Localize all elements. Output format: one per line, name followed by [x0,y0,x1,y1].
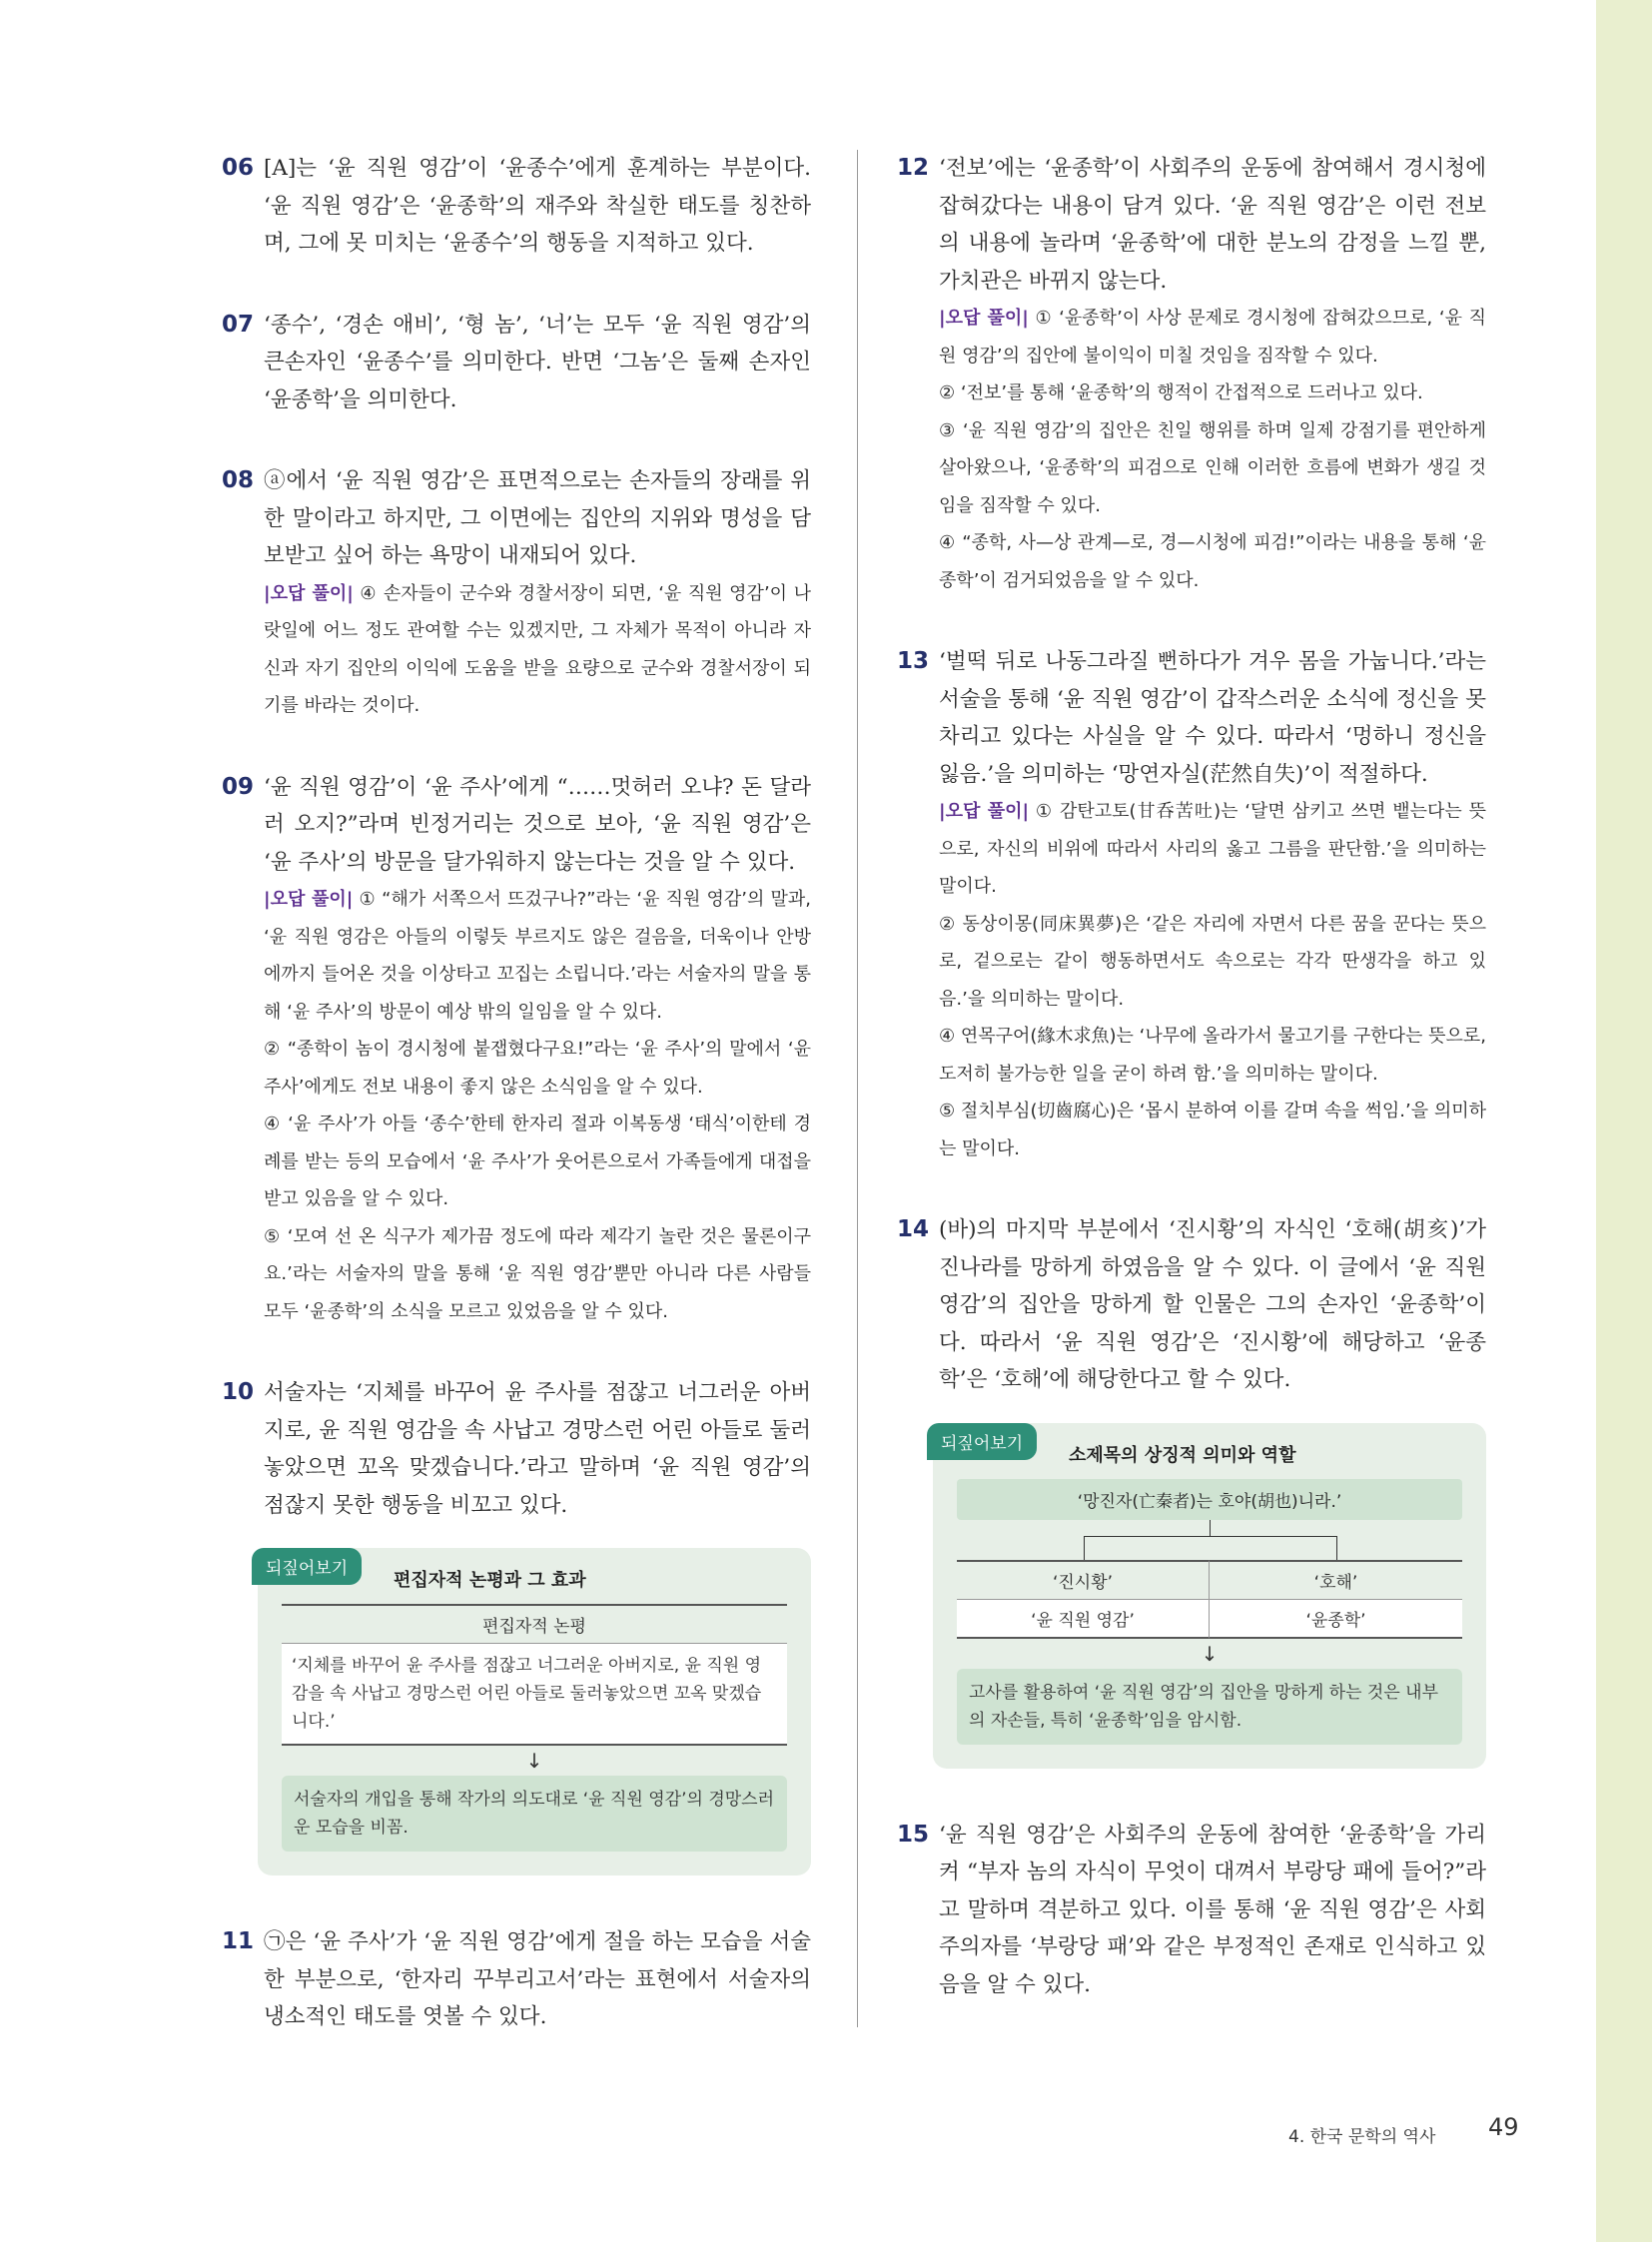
mapping-table [957,1560,1462,1639]
wrong-answer-note [939,793,1486,906]
answer-text: 서술자는 ‘지체를 바꾸어 윤 주사를 점잖고 너그러운 아버지로, 윤 직원 영감을 속 사납고 경망스런 어린 아들로 둘러놓았으면 꼬옥 맞겠습니다.’라고 말하며 ‘윤 직원 영감’의 점잖지 못한 행동을 비꼬고 있다. [264,1380,811,1518]
question-number: 09 [222,773,255,800]
column-divider [857,150,858,2027]
review-result: 고사를 활용하여 ‘윤 직원 영감’의 집안을 망하게 하는 것은 내부의 자손들, 특히 ‘윤종학’임을 암시함. [957,1669,1462,1745]
question-08 [222,462,811,725]
question-10 [222,1374,811,1524]
answer-text: ‘벌떡 뒤로 나동그라질 뻔하다가 겨우 몸을 가눕니다.’라는 서술을 통해 ‘윤 직원 영감’이 갑작스러운 소식에 정신을 못 차리고 있다는 사실을 알 수 있다. 따라서 ‘멍하니 정신을 잃음.’을 의미하는 ‘망연자실(茫然自失)’이 적절하다. [939,649,1486,787]
side-color-bar [1596,0,1652,2242]
quote-bar: ‘망진자(亡秦者)는 호야(胡也)니라.’ [957,1479,1462,1520]
table-header: ‘진시황’ [957,1560,1210,1600]
review-title: 소제목의 상징적 의미와 역할 [1069,1444,1296,1466]
question-07 [222,307,811,419]
right-column [897,150,1486,2047]
question-11 [222,1923,811,2036]
question-number: 07 [222,311,255,338]
page-number: 49 [1488,2113,1519,2141]
note-text: ① ‘윤종학’이 사상 문제로 경시청에 잡혀갔으므로, ‘윤 직원 영감’의 집안에 불이익이 미칠 것임을 짐작할 수 있다. [939,308,1486,367]
answer-text: (바)의 마지막 부분에서 ‘진시황’의 자식인 ‘호해(胡亥)’가 진나라를 망하게 하였음을 알 수 있다. 이 글에서 ‘윤 직원 영감’의 집안을 망하게 할 인물은 그의 손자인 ‘윤종학’이다. 따라서 ‘윤 직원 영감’은 ‘진시황’에 해당하고 ‘윤종학’은 ‘호해’에 해당한다고 할 수 있다. [939,1217,1486,1392]
question-number: 12 [897,155,930,181]
question-number: 15 [897,1821,930,1848]
answer-text: ‘종수’, ‘경손 애비’, ‘형 놈’, ‘너’는 모두 ‘윤 직원 영감’의 큰손자인 ‘윤종수’를 의미한다. 반면 ‘그놈’은 둘째 손자인 ‘윤종학’을 의미한다. [264,312,811,412]
question-number: 11 [222,1928,255,1954]
table-header: ‘호해’ [1210,1560,1462,1600]
answer-text: ㉠은 ‘윤 주사’가 ‘윤 직원 영감’에게 절을 하는 모습을 서술한 부분으로, ‘한자리 꾸부리고서’라는 표현에서 서술자의 냉소적인 태도를 엿볼 수 있다. [264,1929,811,2029]
wrong-answer-note: ③ ‘윤 직원 영감’의 집안은 친일 행위를 하며 일제 강점기를 편안하게 살아왔으나, ‘윤종학’의 피검으로 인해 이러한 흐름에 변화가 생길 것임을 짐작할 수 있다. [939,419,1486,516]
table-cell: ‘윤 직원 영감’ [957,1600,1210,1639]
wrong-answer-note: ② ‘전보’를 통해 ‘윤종학’의 행적이 간접적으로 드러나고 있다. [939,382,1423,403]
question-number: 06 [222,155,255,181]
answer-text: ‘윤 직원 영감’은 사회주의 운동에 참여한 ‘윤종학’을 가리켜 “부자 놈의 자식이 무엇이 대껴서 부랑당 패에 들어?”라고 말하며 격분하고 있다. 이를 통해 ‘윤 직원 영감’은 사회주의자를 ‘부랑당 패’와 같은 부정적인 존재로 인식하고 있음을 알 수 있다. [939,1822,1486,1997]
question-15 [897,1817,1486,2004]
wrong-answer-tag: |오답 풀이| [264,889,354,910]
down-arrow-icon: ↓ [1201,1641,1219,1666]
question-14 [897,1211,1486,1399]
review-title: 편집자적 논평과 그 효과 [394,1570,586,1591]
question-13 [897,643,1486,1167]
question-number: 10 [222,1379,255,1405]
answer-text: ⓐ에서 ‘윤 직원 영감’은 표면적으로는 손자들의 장래를 위한 말이라고 하지만, 그 이면에는 집안의 지위와 명성을 담보받고 싶어 하는 욕망이 내재되어 있다. [264,468,811,568]
wrong-answer-tag: |오답 풀이| [939,801,1030,822]
tree-connector [957,1520,1462,1560]
wrong-answer-note: ⑤ 절치부심(切齒腐心)은 ‘몹시 분하여 이를 갈며 속을 썩임.’을 의미하는 말이다. [939,1101,1486,1159]
question-number: 13 [897,648,930,674]
review-badge: 되짚어보기 [927,1423,1037,1460]
question-09 [222,769,811,1331]
note-text: ① “해가 서쪽으서 뜨겄구나?”라는 ‘윤 직원 영감’의 말과, ‘윤 직원 영감은 아들의 이렇듯 부르지도 않은 걸음을, 더욱이나 안방에까지 들어온 것을 이상타고 꼬집는 소립니다.’라는 서술자의 말을 통해 ‘윤 주사’의 방문이 예상 밖의 일임을 알 수 있다. [264,889,811,1023]
table-header: 편집자적 논평 [282,1604,787,1644]
wrong-answer-note: ④ “종학, 사—상 관계—로, 경—시청에 피검!”이라는 내용을 통해 ‘윤종학’이 검거되었음을 알 수 있다. [939,532,1486,591]
question-06 [222,150,811,263]
left-column [222,150,811,2080]
review-box-editorial [258,1548,811,1875]
wrong-answer-note [264,575,811,725]
wrong-answer-note: ④ 연목구어(緣木求魚)는 ‘나무에 올라가서 물고기를 구한다는 뜻으로, 도저히 불가능한 일을 굳이 하려 함.’을 의미하는 말이다. [939,1026,1486,1085]
review-box-subtitle [933,1423,1486,1769]
question-12 [897,150,1486,599]
answer-text: ‘전보’에는 ‘윤종학’이 사회주의 운동에 참여해서 경시청에 잡혀갔다는 내용이 담겨 있다. ‘윤 직원 영감’은 이런 전보의 내용에 놀라며 ‘윤종학’에 대한 분노의 감정을 느낄 뿐, 가치관은 바뀌지 않는다. [939,156,1486,294]
wrong-answer-note: ④ ‘윤 주사’가 아들 ‘종수’한테 한자리 절과 이복동생 ‘태식’이한테 경례를 받는 등의 모습에서 ‘윤 주사’가 웃어른으로서 가족들에게 대접을 받고 있음을 알 수 있다. [264,1114,811,1209]
wrong-answer-note [939,300,1486,374]
table-cell: ‘윤종학’ [1210,1600,1462,1639]
wrong-answer-note [264,881,811,1031]
wrong-answer-tag: |오답 풀이| [264,582,354,604]
table-cell: ‘지체를 바꾸어 윤 주사를 점잖고 너그러운 아버지로, 윤 직원 영감을 속 사납고 경망스런 어린 아들로 둘러놓았으면 꼬옥 맞겠습니다.’ [282,1644,787,1746]
wrong-answer-note: ② “종학이 놈이 경시청에 붙잽혔다구요!”라는 ‘윤 주사’의 말에서 ‘윤 주사’에게도 전보 내용이 좋지 않은 소식임을 알 수 있다. [264,1039,811,1098]
wrong-answer-note: ⑤ ‘모여 선 온 식구가 제가끔 정도에 따라 제각기 놀란 것은 물론이구요.’라는 서술자의 말을 통해 ‘윤 직원 영감’뿐만 아니라 다른 사람들 모두 ‘윤종학’의 소식을 모르고 있었음을 알 수 있다. [264,1225,811,1322]
note-text: ④ 손자들이 군수와 경찰서장이 되면, ‘윤 직원 영감’이 나랏일에 어느 정도 관여할 수는 있겠지만, 그 자체가 목적이 아니라 자신과 자기 집안의 이익에 도움을 받을 요량으로 군수와 경찰서장이 되기를 바라는 것이다. [264,582,811,716]
wrong-answer-note: ② 동상이몽(同床異夢)은 ‘같은 자리에 자면서 다른 꿈을 꾼다는 뜻으로, 겉으로는 같이 행동하면서도 속으로는 각각 딴생각을 하고 있음.’을 의미하는 말이다. [939,913,1486,1010]
down-arrow-icon: ↓ [525,1749,543,1773]
review-badge: 되짚어보기 [252,1548,362,1585]
answer-text: [A]는 ‘윤 직원 영감’이 ‘윤종수’에게 훈계하는 부분이다. ‘윤 직원 영감’은 ‘윤종학’의 재주와 착실한 태도를 칭찬하며, 그에 못 미치는 ‘윤종수’의 행동을 지적하고 있다. [264,156,811,256]
answer-text: ‘윤 직원 영감’이 ‘윤 주사’에게 “……멋허러 오냐? 돈 달라러 오지?”라며 빈정거리는 것으로 보아, ‘윤 직원 영감’은 ‘윤 주사’의 방문을 달가워하지 않는다는 것을 알 수 있다. [264,774,811,875]
chapter-footer: 4. 한국 문학의 역사 [1288,2127,1436,2147]
review-result: 서술자의 개입을 통해 작가의 의도대로 ‘윤 직원 영감’의 경망스러운 모습을 비꼼. [282,1776,787,1852]
question-number: 14 [897,1216,930,1242]
note-text: ① 감탄고토(甘呑苦吐)는 ‘달면 삼키고 쓰면 뱉는다는 뜻으로, 자신의 비위에 따라서 사리의 옳고 그름을 판단함.’을 의미하는 말이다. [939,801,1486,897]
wrong-answer-tag: |오답 풀이| [939,308,1029,329]
question-number: 08 [222,467,255,493]
